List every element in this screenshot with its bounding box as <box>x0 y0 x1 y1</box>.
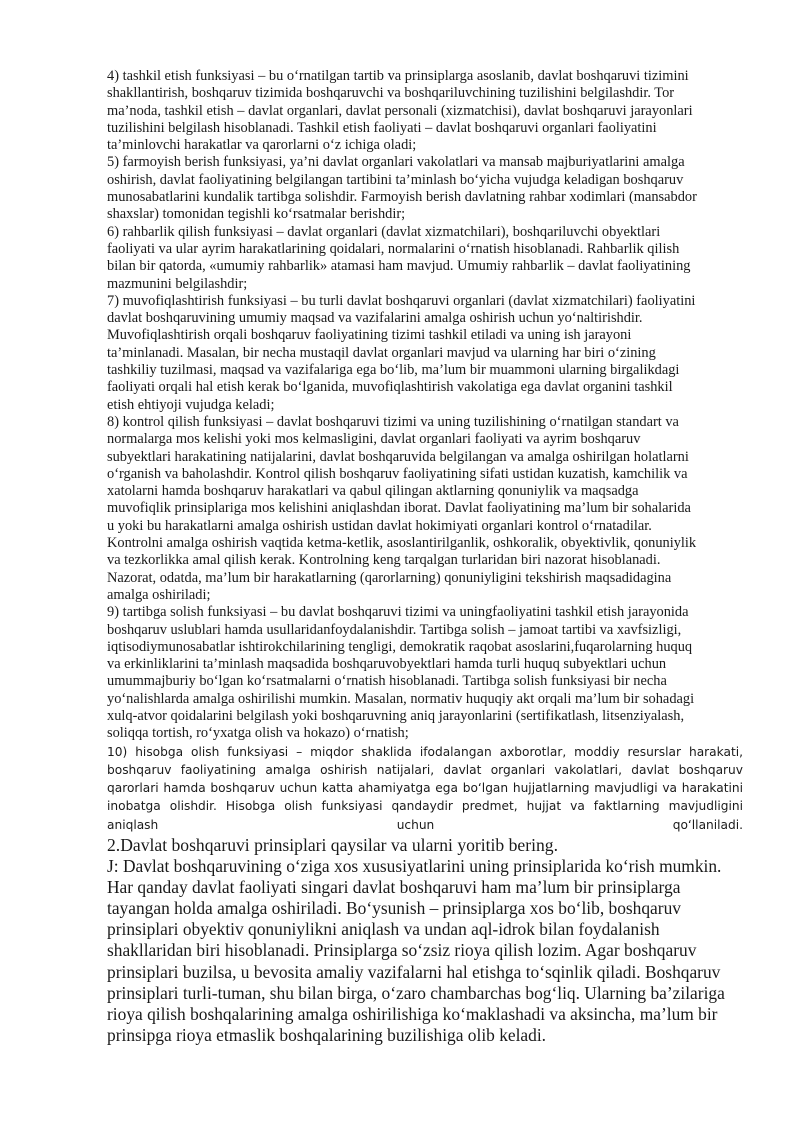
paragraph-line: 10) hisobga olish funksiyasi – miqdor shaklida ifodalangan axborotlar, moddiy resurslar harakati, <box>107 744 743 759</box>
paragraph-function-6: 6) rahbarlik qilish funksiyasi – davlat organlari (davlat xizmatchilari), boshqariluvchi obyektlari faoliyati va ular ayrim harakatlarining qoidalari, normalarini o‘rnatish hisoblanadi. Rahbarlik qilish bilan bir qatorda, «umumiy rahbarlik» atamasi ham mavjud. Umumiy rahbarlik – davlat faoliyatining mazmunini belgilashdir; <box>107 223 691 292</box>
functions-list <box>107 68 743 743</box>
paragraph-line: aniqlash uchun qo‘llaniladi. <box>107 817 743 832</box>
paragraph-function-9: 9) tartibga solish funksiyasi – bu davlat boshqaruvi tizimi va uningfaoliyatini tashkil etish jarayonida boshqaruv uslublari hamda usullaridanfoydalanishdir. Tartibga solish – jamoat tartibi va xavfsizligi, iqtisodiymunosabatlar ishtirokchilarining tengligi, demokratik raqobat asoslarini,fuqarolarning huquq va erkinliklarini ta’minlash maqsadida boshqaruvobyektlari hamda turli huquq subyektlari uchun umummajburiy bo‘lgan ko‘rsatmalarni o‘rnatish hisoblanadi. Tartibga solish funksiyasi bir necha yo‘nalishlarda amalga oshirilishi mumkin. Masalan, normativ huquqiy akt orqali ma’lum bir sohadagi xulq-atvor qoidalarini belgilash yoki boshqaruvning aniq jarayonlarini (sertifikatlash, litsenziyalash, soliqqa tortish, ro‘yxatga olish va hokazo) o‘rnatish; <box>107 604 695 742</box>
paragraph-line: inobatga olishdir. Hisobga olish funksiyasi qandaydir predmet, hujjat va faktlarning mavjudligini <box>107 799 743 814</box>
paragraph-line: qarorlari hamda boshqaruv uchun katta ahamiyatga ega bo‘lgan hujjatlarning mavjudligi va harakatini <box>107 781 743 796</box>
paragraph-function-7: 7) muvofiqlashtirish funksiyasi – bu turli davlat boshqaruvi organlari (davlat xizmatchilari) faoliyatini davlat boshqaruvining umumiy maqsad va vazifalarini amalga oshirish uchun yo‘naltirishdir. Muvofiqlashtirish orqali boshqaruv faoliyatining tizimi tashkil etiladi va uning ish jarayoni ta’minlanadi. Masalan, bir necha mustaqil davlat organlari mavjud va ularning har biri o‘zining tashkiliy tuzilmasi, maqsad va vazifalariga ega bo‘lib, ma’lum bir muammoni ularning birgalikdagi faoliyati orqali hal etish kerak bo‘lganida, muvofiqlashtirish vakolatiga ega davlat organini tashkil etish ehtiyoji vujudga keladi; <box>107 292 696 413</box>
paragraph-function-10 <box>107 743 743 834</box>
answer-paragraph: J: Davlat boshqaruvining o‘ziga xos xususiyatlarini uning prinsiplarida ko‘rish mumkin. Har qanday davlat faoliyati singari davlat boshqaruvi ham ma’lum bir prinsiplarga tayangan holda amalga oshiriladi. Bo‘ysunish – prinsiplarga xos bo‘lib, boshqaruv prinsiplari obyektiv qonuniylikni aniqlash va undan aql-idrok bilan foydalanish shakllaridan biri hisoblanadi. Prinsiplarga so‘zsiz rioya qilish lozim. Agar boshqaruv prinsiplari buzilsa, u bevosita amaliy vazifalarni hal etishga to‘sqinlik qiladi. Boshqaruv prinsiplari turli-tuman, shu bilan birga, o‘zaro chambarchas bog‘liq. Ularning ba’zilariga rioya qilish boshqalarining amalga oshirilishiga ko‘maklashadi va aksincha, ma’lum bir prinsipga rioya etmaslik boshqalarining buzilishiga olib keladi. <box>107 856 725 1045</box>
document-page <box>107 68 743 1046</box>
paragraph-function-4: 4) tashkil etish funksiyasi – bu o‘rnatilgan tartib va prinsiplarga asoslanib, davlat boshqaruvi tizimini shakllantirish, boshqaruv tizimida boshqaruvchi va boshqariluvchining tuzilishini belgilashdir. Tor ma’noda, tashkil etish – davlat organlari, davlat personali (xizmatchisi), davlat boshqaruvi jarayonlari tuzilishini belgilash hisoblanadi. Tashkil etish faoliyati – davlat boshqaruvi organlari faoliyatini ta’minlovchi harakatlar va qarorlarni o‘z ichiga oladi; <box>107 68 693 154</box>
paragraph-line: boshqaruv faoliyatining amalga oshirish natijalari, davlat organlari vakolatlari, davlat boshqaruv <box>107 762 743 777</box>
question-heading: 2.Davlat boshqaruvi prinsiplari qaysilar va ularni yoritib bering. <box>107 835 558 856</box>
paragraph-function-5: 5) farmoyish berish funksiyasi, ya’ni davlat organlari vakolatlari va mansab majburiyatlarini amalga oshirish, davlat faoliyatining belgilangan tartibini ta’minlash bo‘yicha vujudga keladigan boshqaruv munosabatlarini kundalik tartibga solishdir. Farmoyish berish davlatning rahbar xodimlari (mansabdor shaxslar) tomonidan tegishli ko‘rsatmalar berishdir; <box>107 154 697 223</box>
paragraph-function-8: 8) kontrol qilish funksiyasi – davlat boshqaruvi tizimi va uning tuzilishining o‘rnatilgan standart va normalarga mos kelishi yoki mos kelmasligini, davlat organlari faoliyati va ayrim boshqaruv subyektlari harakatining natijalarini, davlat boshqaruvida belgilangan va amalga oshirilgan holatlarni o‘rganish va baholashdir. Kontrol qilish boshqaruv faoliyatining sifati ustidan kuzatish, kamchilik va xatolarni hamda boshqaruv harakatlari va qabul qilingan aktlarning qonuniylik va maqsadga muvofiqlik prinsiplariga mos kelishini aniqlashdan iborat. Davlat faoliyatining ma’lum bir sohalarida u yoki bu harakatlarni amalga oshirish ustidan davlat hokimiyati organlari kontrol o‘rnatadilar. Kontrolni amalga oshirish vaqtida ketma-ketlik, asoslantirilganlik, oshkoralik, obyektivlik, qonuniylik va tezkorlikka amal qilish kerak. Kontrolning keng tarqalgan turlaridan biri nazorat hisoblanadi. Nazorat, odatda, ma’lum bir harakatlarning (qarorlarning) qonuniyligini tekshirish maqsadidagina amalga oshiriladi; <box>107 413 697 603</box>
